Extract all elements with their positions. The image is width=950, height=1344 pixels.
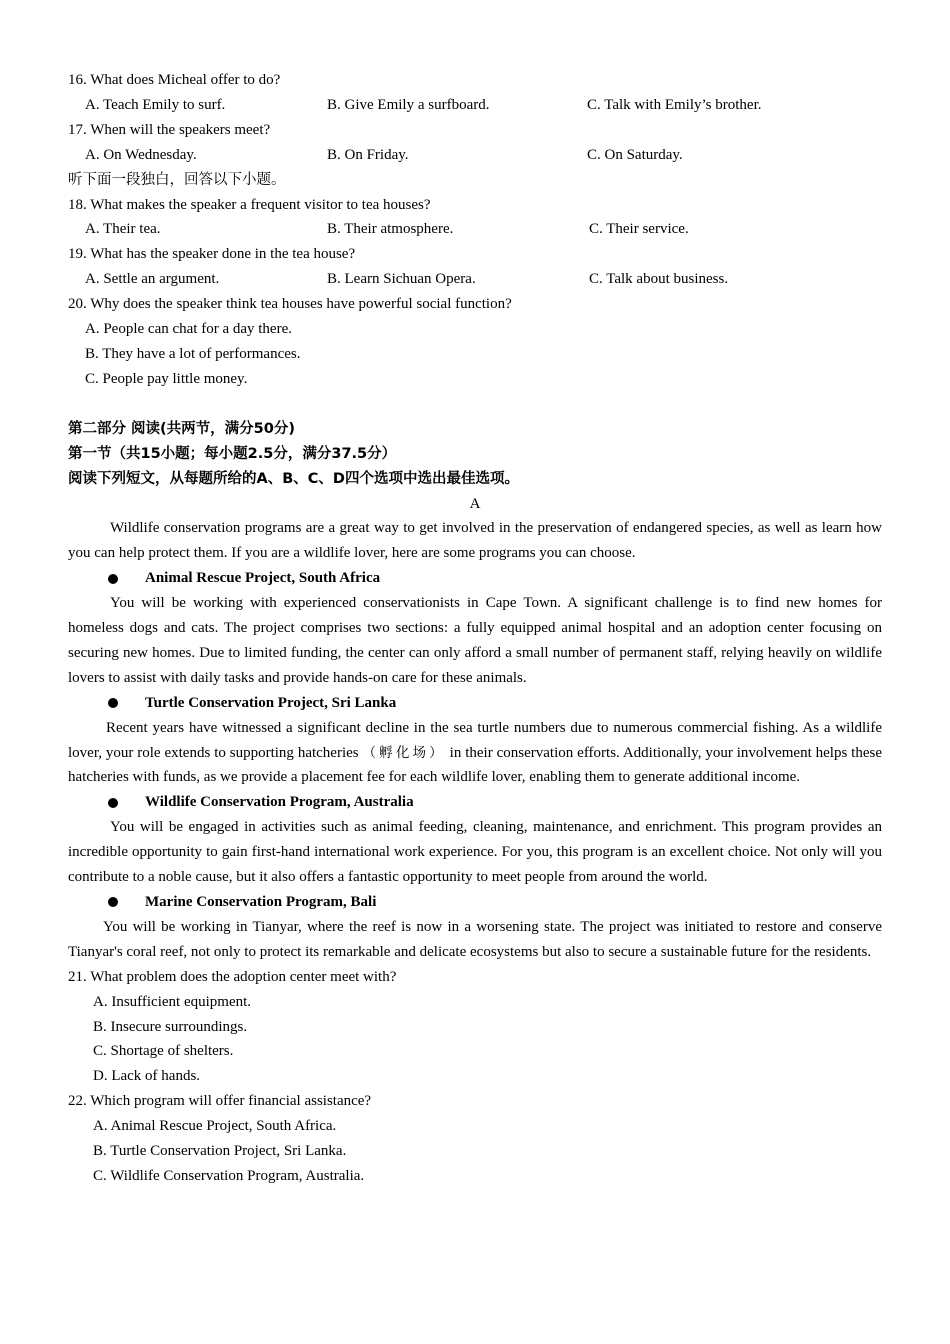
option-b: B. Their atmosphere. [327,221,454,238]
part-title: 第二部分 阅读(共两节，满分50分) [68,420,295,437]
option-a: A. Their tea. [85,221,161,238]
passage-intro: Wildlife conservation programs are a great way to get involved in the preservation of endangered species, as well as learn how you can help protect them. If you are a wildlife lover, here are some programs you can choose. [68,520,882,562]
program-title: Wildlife Conservation Program, Australia [145,794,414,811]
option-b: B. They have a lot of performances. [85,345,301,362]
question-19-stem: 19. What has the speaker done in the tea house? [68,246,356,263]
program-text: You will be working with experienced conservationists in Cape Town. A significant challenge is to find new homes for homeless dogs and cats. The project comprises two sections: a fully equipped animal hospital and an adoption center focusing on securing new homes. Due to limited funding, the center can only afford a small number of permanent staff, relying heavily on wildlife lovers to assist with daily tasks and provide hands-on care for these animals. [68,595,882,686]
exam-page [68,68,882,1189]
option-a: A. Insufficient equipment. [93,993,252,1010]
program-heading [68,890,882,915]
bullet-icon [108,574,118,584]
bullet-icon [108,798,118,808]
program-text [68,716,882,791]
option-c: C. Talk about business. [589,271,729,288]
program-text: You will be engaged in activities such as animal feeding, cleaning, maintenance, and enrichment. This program provides an incredible opportunity to gain first-hand international work experience. For you, this program is an excellent choice. Not only will you contribute to a noble cause, but it also offers a fantastic opportunity to meet people from around the world. [68,819,882,886]
question-20-stem: 20. Why does the speaker think tea houses have powerful social function? [68,296,512,313]
program-heading [68,566,882,591]
spacer [68,392,882,417]
section-title: 第一节（共15小题；每小题2.5分，满分37.5分） [68,445,397,462]
program-text: You will be working in Tianyar, where the reef is now in a worsening state. The project was initiated to restore and conserve Tianyar's coral reef, not only to protect its remarkable and delicate ecosystems but also to secure a sustainable future for the residents. [68,918,882,960]
question-16-stem: 16. What does Micheal offer to do? [68,72,281,88]
bullet-icon [108,698,118,708]
option-a: A. Animal Rescue Project, South Africa. [93,1118,337,1135]
option-b: B. Learn Sichuan Opera. [327,271,476,288]
question-21-stem: 21. What problem does the adoption center meet with? [68,968,397,985]
question-18-stem: 18. What makes the speaker a frequent visitor to tea houses? [68,196,431,213]
question-18-options [68,217,882,242]
option-a: A. Teach Emily to surf. [85,96,226,113]
option-a: A. On Wednesday. [85,146,197,163]
option-c: C. On Saturday. [587,146,683,163]
question-22-stem: 22. Which program will offer financial assistance? [68,1093,372,1110]
option-b: B. On Friday. [327,146,409,163]
reading-instruction: 阅读下列短文，从每题所给的A、B、C、D四个选项中选出最佳选项。 [68,470,519,487]
program-heading [68,691,882,716]
bullet-icon [108,897,118,907]
chinese-note: （孵化场） [362,744,446,761]
option-b: B. Give Emily a surfboard. [327,96,490,113]
program-title: Animal Rescue Project, South Africa [145,570,381,587]
question-16-options [68,93,882,118]
question-17-stem: 17. When will the speakers meet? [68,121,271,138]
monologue-instruction: 听下面一段独白，回答以下小题。 [68,171,286,188]
program-text-part: Recent years have witnessed a significant decline in the sea turtle numbers due to numerous commercial fishing. As a wildlife lover, your role extends to supporting hatcheries [68,719,882,761]
program-heading [68,790,882,815]
question-19-options [68,267,882,292]
option-c: C. Shortage of shelters. [93,1043,234,1060]
option-c: C. People pay little money. [85,370,248,387]
option-b: B. Turtle Conservation Project, Sri Lanka. [93,1143,347,1160]
program-title: Turtle Conservation Project, Sri Lanka [145,694,397,711]
option-c: C. Talk with Emily’s brother. [587,96,762,113]
option-b: B. Insecure surroundings. [93,1018,248,1035]
option-c: C. Their service. [589,221,689,238]
option-a: A. People can chat for a day there. [85,321,292,338]
passage-label: A [469,495,481,512]
option-d: D. Lack of hands. [93,1068,201,1085]
program-title: Marine Conservation Program, Bali [145,894,377,910]
program-text-part: in their conservation efforts. Additionally, your involvement helps these hatcheries with funds, as we provide a placement fee for each wildlife lover, enabling them to generate additional income. [68,744,883,786]
option-a: A. Settle an argument. [85,271,220,288]
question-17-options [68,143,882,168]
option-c: C. Wildlife Conservation Program, Australia. [93,1167,365,1184]
